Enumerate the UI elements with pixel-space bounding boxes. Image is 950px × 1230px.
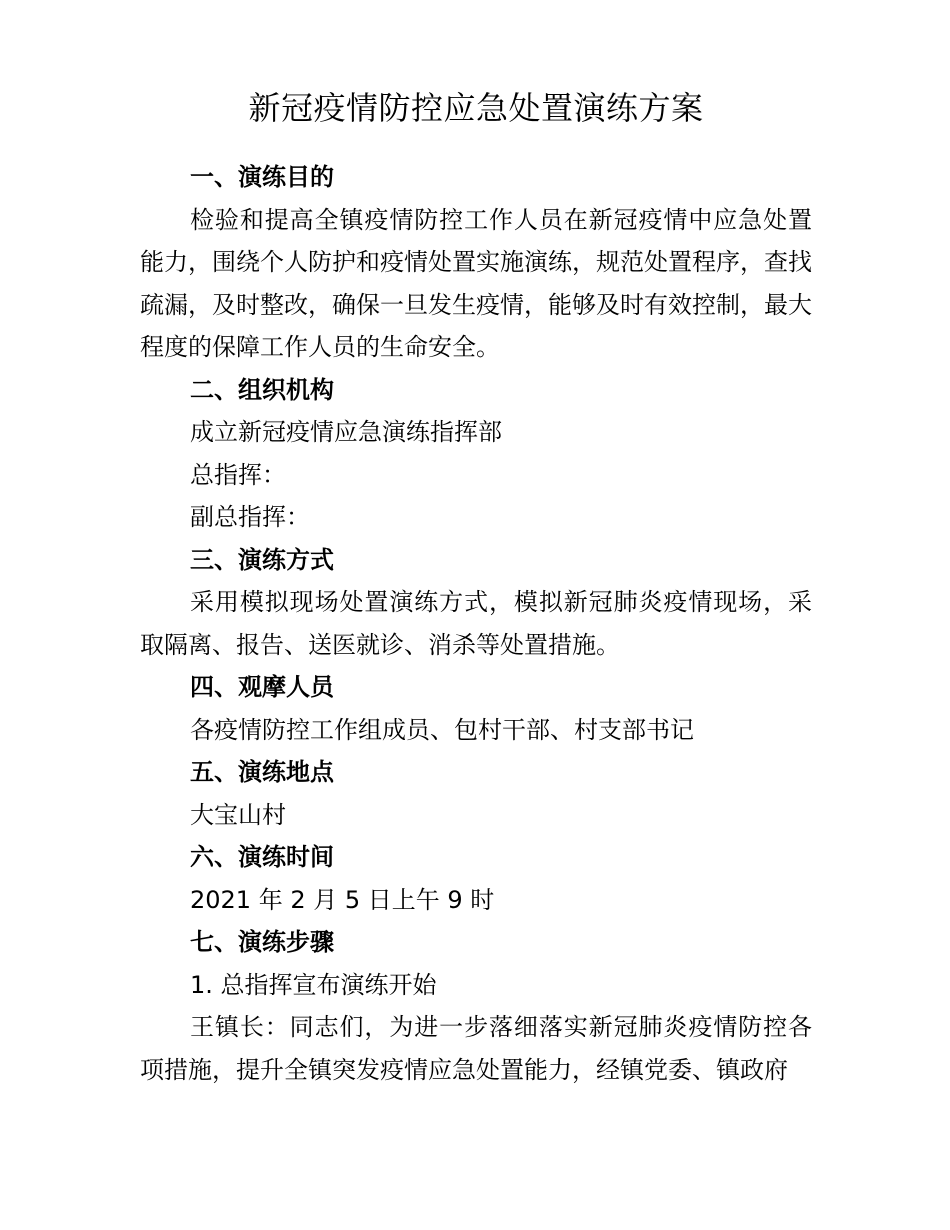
location-line: 大宝山村 [190, 800, 286, 829]
section-heading-steps: 七、演练步骤 [190, 928, 334, 956]
steps-line-start: 1. 总指挥宣布演练开始 [190, 970, 437, 999]
section-heading-organization: 二、组织机构 [190, 375, 334, 404]
time-line: 2021 年 2 月 5 日上午 9 时 [190, 885, 495, 914]
organization-line-command: 成立新冠疫情应急演练指挥部 [190, 418, 502, 446]
section-heading-observers: 四、观摩人员 [190, 673, 334, 701]
section-paragraph-method: 采用模拟现场处置演练方式，模拟新冠肺炎疫情现场，采取隔离、报告、送医就诊、消杀等处置措施。 [140, 588, 812, 659]
section-paragraph-purpose: 检验和提高全镇疫情防控工作人员在新冠疫情中应急处置能力，围绕个人防护和疫情处置实施演练，规范处置程序，查找疏漏，及时整改，确保一旦发生疫情，能够及时有效控制，最大程度的保障工作人员的生命安全。 [140, 205, 812, 361]
observers-line: 各疫情防控工作组成员、包村干部、村支部书记 [190, 715, 694, 744]
document-title: 新冠疫情防控应急处置演练方案 [248, 89, 704, 127]
section-heading-method: 三、演练方式 [190, 545, 334, 574]
section-heading-time: 六、演练时间 [190, 843, 334, 871]
organization-line-deputy: 副总指挥： [190, 503, 310, 531]
organization-line-chief: 总指挥： [190, 460, 286, 489]
section-heading-purpose: 一、演练目的 [190, 163, 334, 191]
steps-paragraph-speech: 王镇长：同志们，为进一步落细落实新冠肺炎疫情防控各项措施，提升全镇突发疫情应急处置能力，经镇党委、镇政府 [140, 1013, 812, 1084]
section-heading-location: 五、演练地点 [190, 758, 334, 786]
